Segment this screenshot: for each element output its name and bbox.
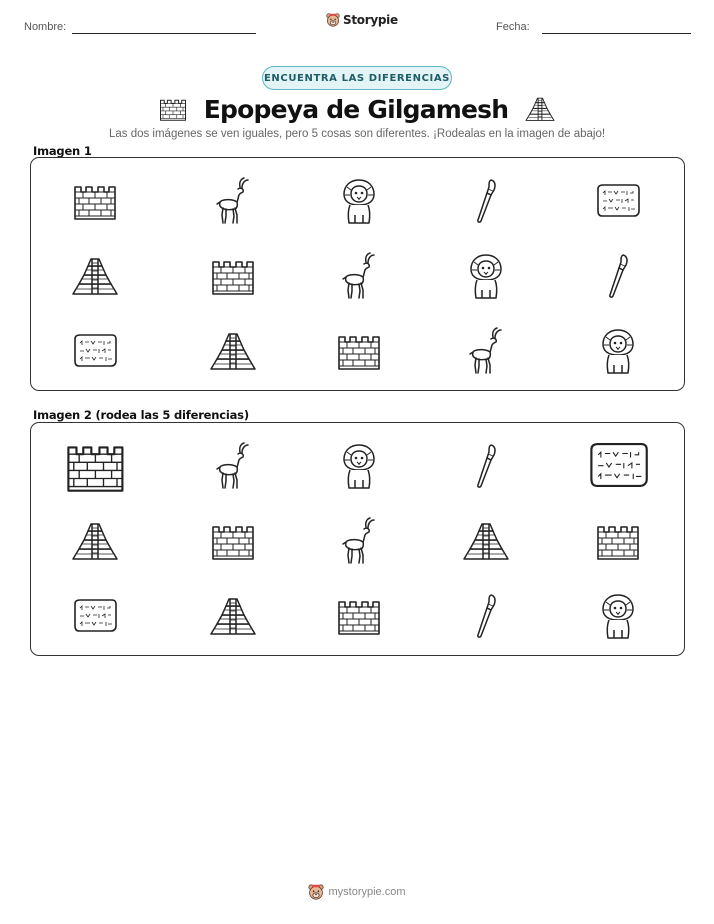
brush-icon: [471, 176, 501, 226]
tablet-icon: [71, 332, 119, 370]
wall-icon: [594, 520, 642, 562]
wall-icon: [158, 96, 188, 122]
image2-panel[interactable]: [30, 422, 685, 656]
ziggurat-icon: [71, 253, 119, 299]
footer-url: mystorypie.com: [328, 886, 406, 898]
image2-cell[interactable]: [325, 432, 393, 500]
brush-icon: [471, 441, 501, 491]
image1-cell: [452, 242, 520, 310]
image1-panel: [30, 157, 685, 391]
image2-label: Imagen 2 (rodea las 5 diferencias): [33, 408, 249, 422]
image2-cell[interactable]: [584, 582, 652, 650]
image1-cell: [584, 242, 652, 310]
lion-icon: [598, 591, 638, 641]
image1-cell: [452, 317, 520, 385]
wall-icon: [209, 255, 257, 297]
ziggurat-icon: [209, 593, 257, 639]
image1-cell: [584, 317, 652, 385]
name-label: Nombre:: [24, 21, 67, 33]
date-label: Fecha:: [496, 21, 530, 33]
wall-icon: [209, 520, 257, 562]
gazelle-icon: [339, 251, 379, 301]
footer: [0, 884, 714, 900]
instructions: Las dos imágenes se ven iguales, pero 5 cosas son diferentes. ¡Rodealas en la imagen de abajo!: [108, 128, 606, 140]
image1-cell: [61, 317, 129, 385]
tablet-icon: [71, 597, 119, 635]
tablet-icon: [586, 440, 651, 491]
wall-icon: [63, 438, 128, 495]
gazelle-icon: [213, 441, 253, 491]
wall-icon: [71, 180, 119, 222]
image2-cell[interactable]: [584, 432, 652, 500]
title-row: [0, 92, 714, 126]
brush-icon: [603, 251, 633, 301]
image2-cell[interactable]: [199, 432, 267, 500]
image1-cell: [325, 317, 393, 385]
image2-cell[interactable]: [584, 507, 652, 575]
image2-cell[interactable]: [199, 507, 267, 575]
page-title: Epopeya de Gilgamesh: [203, 94, 509, 124]
lion-icon: [598, 326, 638, 376]
lion-icon: [466, 251, 506, 301]
wall-icon: [335, 595, 383, 637]
image2-cell[interactable]: [61, 582, 129, 650]
brush-icon: [471, 591, 501, 641]
bear-logo-icon: [308, 884, 324, 900]
gazelle-icon: [339, 516, 379, 566]
lion-icon: [339, 441, 379, 491]
brand-logo: [326, 13, 398, 27]
image1-cell: [199, 242, 267, 310]
image2-cell[interactable]: [61, 507, 129, 575]
ziggurat-icon: [71, 518, 119, 564]
gazelle-icon: [466, 326, 506, 376]
image2-cell[interactable]: [325, 582, 393, 650]
image2-cell[interactable]: [61, 432, 129, 500]
gazelle-icon: [213, 176, 253, 226]
image2-cell[interactable]: [199, 582, 267, 650]
image1-cell: [199, 317, 267, 385]
wall-icon: [335, 330, 383, 372]
image1-cell: [325, 167, 393, 235]
lion-icon: [339, 176, 379, 226]
image2-cell[interactable]: [325, 507, 393, 575]
name-field[interactable]: [72, 33, 256, 34]
image1-cell: [61, 242, 129, 310]
image2-cell[interactable]: [452, 582, 520, 650]
date-field[interactable]: [542, 33, 691, 34]
image1-cell: [452, 167, 520, 235]
ziggurat-icon: [524, 95, 556, 123]
image2-cell[interactable]: [452, 432, 520, 500]
ziggurat-icon: [462, 518, 510, 564]
brand-name: Storypie: [343, 13, 398, 27]
image1-cell: [61, 167, 129, 235]
image1-cell: [199, 167, 267, 235]
image1-cell: [584, 167, 652, 235]
ziggurat-icon: [209, 328, 257, 374]
tablet-icon: [594, 182, 642, 220]
activity-badge: ENCUENTRA LAS DIFERENCIAS: [262, 66, 452, 90]
image2-cell[interactable]: [452, 507, 520, 575]
image1-label: Imagen 1: [33, 144, 92, 158]
worksheet-header: [0, 0, 714, 45]
bear-logo-icon: [326, 13, 340, 27]
image1-cell: [325, 242, 393, 310]
